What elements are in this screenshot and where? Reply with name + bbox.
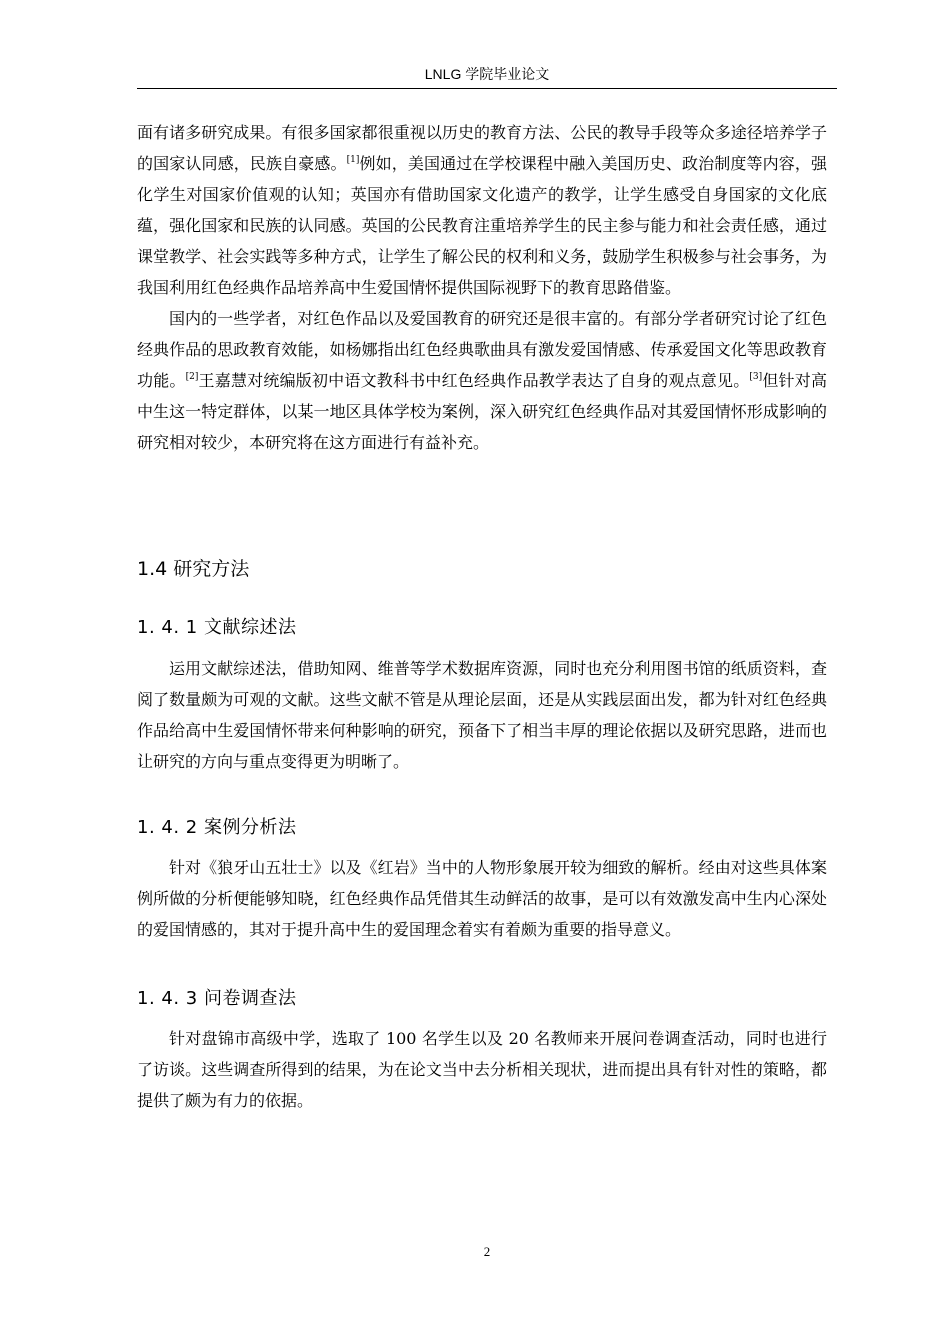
header-rule (137, 88, 837, 89)
section-1-4-2-paragraph: 针对《狼牙山五壮士》以及《红岩》当中的人物形象展开较为细致的解析。经由对这些具体案例所做的分析便能够知晓，红色经典作品凭借其生动鲜活的故事，是可以有效激发高中生内心深处的爱国情感的，其对于提升高中生的爱国理念着实有着颇为重要的指导意义。 (137, 858, 827, 939)
intro-p1-text-a: 面有诸多研究成果。有很多国家都很重视以历史的教育方法、公民的教导手段等众多途径培养学子的国家认同感，民族自豪感。 (137, 123, 827, 173)
intro-p2-text-c: 但针对高中生这一特定群体，以某一地区具体学校为案例，深入研究红色经典作品对其爱国情怀形成影响的研究相对较少，本研究将在这方面进行有益补充。 (137, 371, 827, 452)
section-heading-1-4-3: 1. 4. 3 问卷调查法 (137, 988, 297, 1009)
section-1-4-3-block (137, 1023, 827, 1116)
section-1-4-2-block (137, 852, 827, 945)
citation-2: [2] (185, 372, 199, 382)
intro-p1-text-b: 例如，美国通过在学校课程中融入美国历史、政治制度等内容，强化学生对国家价值观的认知；英国亦有借助国家文化遗产的教学，让学生感受自身国家的文化底蕴，强化国家和民族的认同感。英国的公民教育注重培养学生的民主参与能力和社会责任感，通过课堂教学、社会实践等多种方式，让学生了解公民的权利和义务，鼓励学生积极参与社会事务，为我国利用红色经典作品培养高中生爱国情怀提供国际视野下的教育思路借鉴。 (137, 154, 827, 297)
section-1-4-1-block (137, 653, 827, 777)
section-heading-1-4: 1.4 研究方法 (137, 558, 250, 580)
section-heading-1-4-2: 1. 4. 2 案例分析法 (137, 817, 297, 838)
citation-1: [1] (346, 155, 360, 165)
section-1-4-3-paragraph: 针对盘锦市高级中学，选取了 100 名学生以及 20 名教师来开展问卷调查活动，同时也进行了访谈。这些调查所得到的结果，为在论文当中去分析相关现状，进而提出具有针对性的策略，都提供了颇为有力的依据。 (137, 1029, 827, 1110)
running-header: LNLG 学院毕业论文 (424, 66, 550, 82)
intro-p2-text-b: 王嘉慧对统编版初中语文教科书中红色经典作品教学表达了自身的观点意见。 (198, 371, 750, 390)
section-heading-1-4-1: 1. 4. 1 文献综述法 (137, 617, 297, 638)
intro-paragraph-2 (137, 303, 827, 458)
intro-paragraph-1 (137, 117, 827, 303)
page-number: 2 (483, 1244, 491, 1259)
intro-p2-text-a: 国内的一些学者，对红色作品以及爱国教育的研究还是很丰富的。有部分学者研究讨论了红色经典作品的思政教育效能，如杨娜指出红色经典歌曲具有激发爱国情感、传承爱国文化等思政教育功能。 (137, 309, 827, 390)
intro-block (137, 117, 827, 458)
citation-3: [3] (749, 372, 763, 382)
section-1-4-1-paragraph: 运用文献综述法，借助知网、维普等学术数据库资源，同时也充分利用图书馆的纸质资料，查阅了数量颇为可观的文献。这些文献不管是从理论层面，还是从实践层面出发，都为针对红色经典作品给高中生爱国情怀带来何种影响的研究，预备下了相当丰厚的理论依据以及研究思路，进而也让研究的方向与重点变得更为明晰了。 (137, 659, 827, 771)
